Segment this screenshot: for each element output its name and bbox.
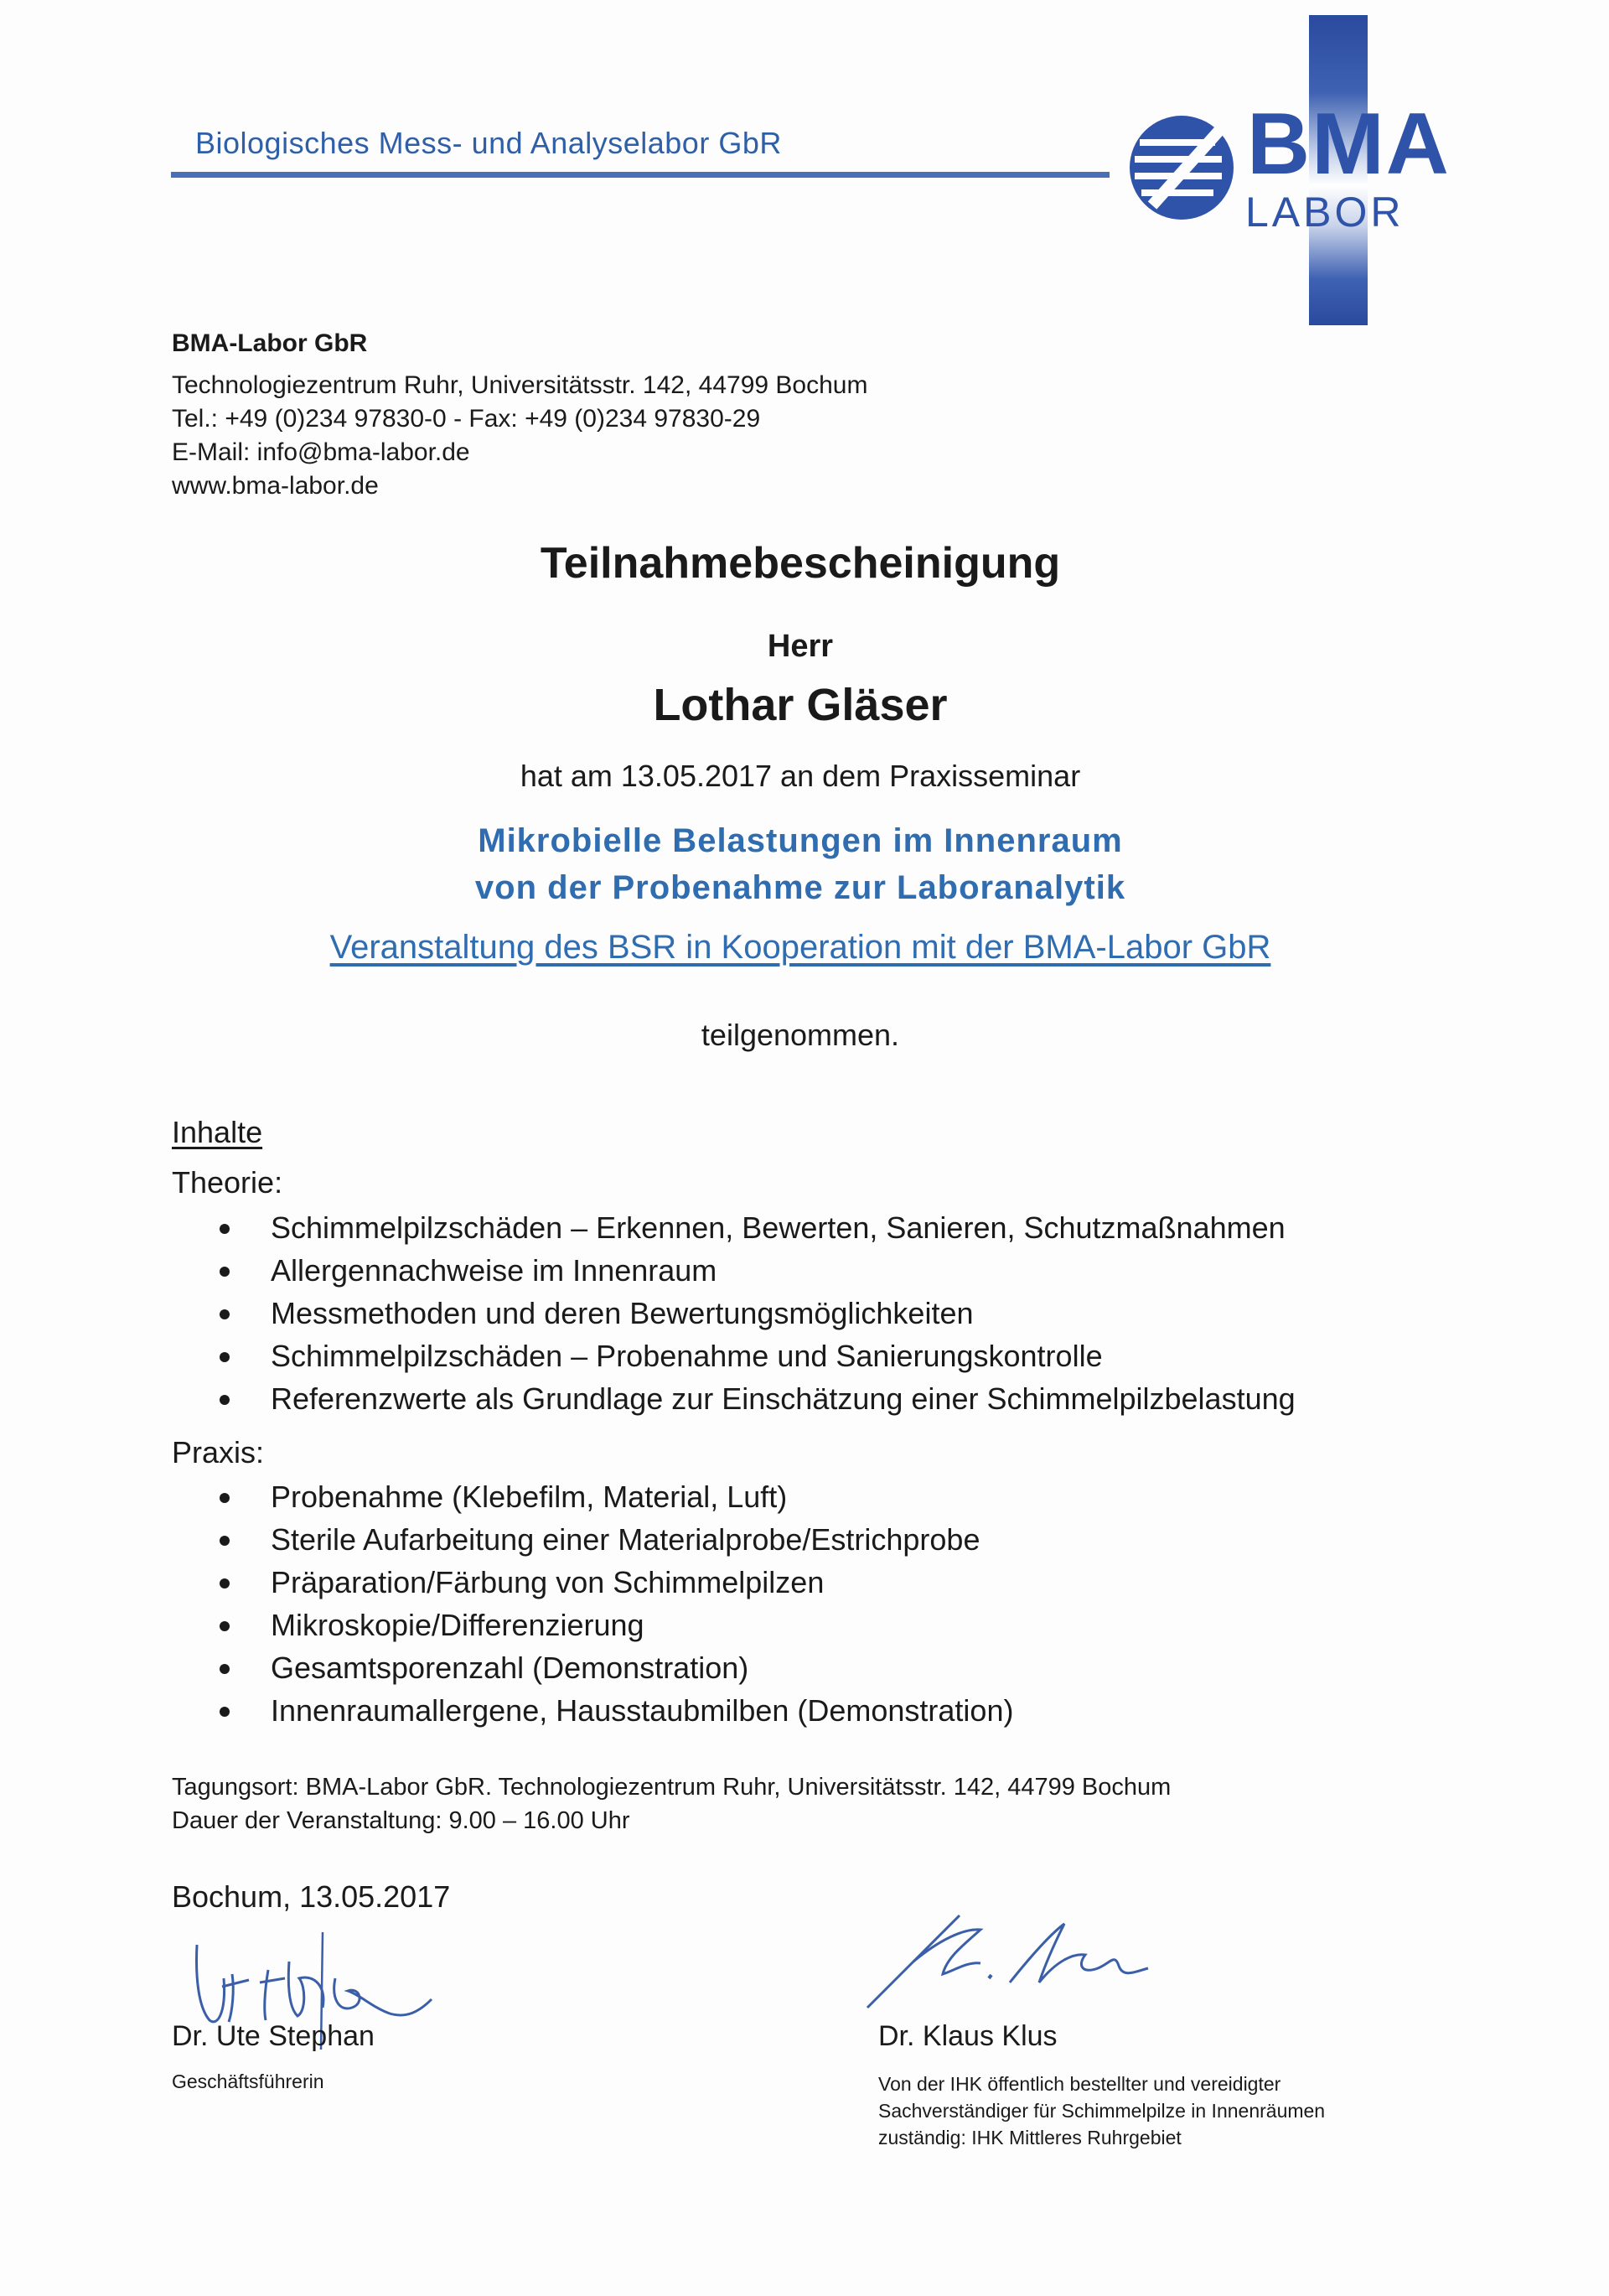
seminar-title-line-2: von der Probenahme zur Laboranalytik <box>474 869 1126 906</box>
place-date: Bochum, 13.05.2017 <box>172 1879 451 1914</box>
email: E-Mail: info@bma-labor.de <box>172 438 470 466</box>
signer-left-role: Geschäftsführerin <box>172 2071 324 2092</box>
list-item: Innenraumallergene, Hausstaubmilben (Demonstration) <box>172 1689 1013 1732</box>
signer-right-role-line-3: zuständig: IHK Mittleres Ruhrgebiet <box>878 2127 1182 2148</box>
practice-list <box>172 1475 1013 1732</box>
signature-right-image <box>863 1903 1165 2020</box>
seminar-title-line-1: Mikrobielle Belastungen im Innenraum <box>478 822 1123 859</box>
list-item: Gesamtsporenzahl (Demonstration) <box>172 1646 1013 1689</box>
signer-right-role <box>878 2071 1423 2151</box>
intro-text: hat am 13.05.2017 an dem Praxisseminar <box>520 759 1081 793</box>
salutation: Herr <box>767 629 834 664</box>
address-block <box>172 327 867 503</box>
duration-text: Dauer der Veranstaltung: 9.00 – 16.00 Uhr <box>172 1807 630 1834</box>
bma-logo-icon <box>1123 109 1240 226</box>
venue-text: Tagungsort: BMA-Labor GbR. Technologiezentrum Ruhr, Universitätsstr. 142, 44799 Bochum <box>172 1774 1172 1801</box>
practice-heading: Praxis: <box>172 1435 265 1469</box>
phone-fax: Tel.: +49 (0)234 97830-0 - Fax: +49 (0)234 97830-29 <box>172 405 761 433</box>
list-item: Schimmelpilzschäden – Erkennen, Bewerten, Sanieren, Schutzmaßnahmen <box>172 1206 1296 1249</box>
certificate-title: Teilnahmebescheinigung <box>540 539 1061 588</box>
list-item: Präparation/Färbung von Schimmelpilzen <box>172 1561 1013 1604</box>
participant-name: Lothar Gläser <box>653 680 948 730</box>
logo-text-bma: BMA <box>1247 96 1451 193</box>
list-item: Messmethoden und deren Bewertungsmöglichkeiten <box>172 1292 1296 1335</box>
theory-heading: Theorie: <box>172 1165 283 1200</box>
list-item: Sterile Aufarbeitung einer Materialprobe/Estrichprobe <box>172 1518 1013 1561</box>
firm-name: BMA-Labor GbR <box>172 329 368 357</box>
list-item: Mikroskopie/Differenzierung <box>172 1604 1013 1646</box>
logo-text-labor: LABOR <box>1245 189 1405 236</box>
list-item: Schimmelpilzschäden – Probenahme und Sanierungskontrolle <box>172 1335 1296 1377</box>
signer-left-name: Dr. Ute Stephan <box>172 2020 375 2052</box>
seminar-title <box>0 817 1601 911</box>
street-address: Technologiezentrum Ruhr, Universitätsstr. 142, 44799 Bochum <box>172 371 868 399</box>
signer-right-name: Dr. Klaus Klus <box>878 2020 1058 2052</box>
theory-list <box>172 1206 1296 1420</box>
lab-name: Biologisches Mess- und Analyselabor GbR <box>195 126 782 160</box>
signer-right-role-line-2: Sachverständiger für Schimmelpilze in Innenräumen <box>878 2100 1326 2122</box>
took-part-text: teilgenommen. <box>701 1018 900 1052</box>
signer-right-role-line-1: Von der IHK öffentlich bestellter und vereidigter <box>878 2073 1281 2095</box>
list-item: Probenahme (Klebefilm, Material, Luft) <box>172 1475 1013 1518</box>
event-description: Veranstaltung des BSR in Kooperation mit der BMA-Labor GbR <box>329 929 1271 966</box>
header-rule <box>171 172 1110 178</box>
list-item: Referenzwerte als Grundlage zur Einschätzung einer Schimmelpilzbelastung <box>172 1377 1296 1420</box>
website: www.bma-labor.de <box>172 472 379 500</box>
venue-info <box>172 1770 1171 1837</box>
contents-heading: Inhalte <box>172 1115 263 1149</box>
list-item: Allergennachweise im Innenraum <box>172 1249 1296 1292</box>
